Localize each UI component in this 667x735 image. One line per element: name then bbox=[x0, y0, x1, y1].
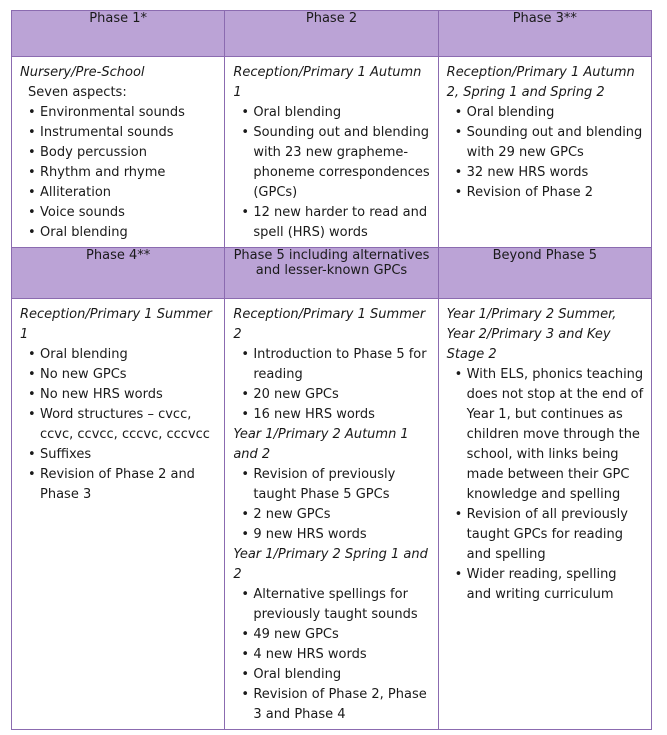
phase-cell bbox=[225, 57, 438, 248]
list-item: • Environmental sounds bbox=[28, 103, 218, 123]
intro-text: Seven aspects: bbox=[28, 85, 127, 100]
term-subtitle: Year 1/Primary 2 Summer, Year 2/Primary 3 and Key Stage 2 bbox=[446, 307, 617, 362]
term-subtitle: Reception/Primary 1 Autumn 1 bbox=[233, 65, 422, 100]
list-item: • Alternative spellings for previously taught sounds bbox=[241, 585, 431, 625]
phase-cell bbox=[12, 57, 225, 248]
header-row bbox=[12, 11, 652, 57]
list-item: • Body percussion bbox=[28, 143, 218, 163]
phase-header: Beyond Phase 5 bbox=[438, 248, 651, 299]
list-item: • Oral blending bbox=[28, 345, 218, 365]
list-item: • Oral blending bbox=[241, 665, 431, 685]
list-item: • Revision of Phase 2 bbox=[455, 183, 645, 203]
bullet-list bbox=[20, 345, 218, 505]
bullet-list bbox=[233, 465, 431, 545]
bullet-list bbox=[20, 103, 218, 243]
list-item: • Alliteration bbox=[28, 183, 218, 203]
list-item: • Oral blending bbox=[28, 223, 218, 243]
list-item: • Sounding out and blending with 29 new GPCs bbox=[455, 123, 645, 163]
list-item: • 2 new GPCs bbox=[241, 505, 431, 525]
list-item: • 16 new HRS words bbox=[241, 405, 431, 425]
term-subtitle: Year 1/Primary 2 Spring 1 and 2 bbox=[233, 547, 428, 582]
term-subtitle: Reception/Primary 1 Summer 1 bbox=[20, 307, 212, 342]
phonics-phases-table bbox=[11, 10, 652, 730]
list-item: • Voice sounds bbox=[28, 203, 218, 223]
list-item: • Instrumental sounds bbox=[28, 123, 218, 143]
list-item: • Wider reading, spelling and writing curriculum bbox=[455, 565, 645, 605]
phase-header: Phase 2 bbox=[225, 11, 438, 57]
list-item: • 49 new GPCs bbox=[241, 625, 431, 645]
list-item: • No new HRS words bbox=[28, 385, 218, 405]
phase-header: Phase 1* bbox=[12, 11, 225, 57]
term-subtitle: Reception/Primary 1 Autumn 2, Spring 1 and Spring 2 bbox=[446, 65, 635, 100]
phase-cell bbox=[12, 299, 225, 730]
list-item: • 32 new HRS words bbox=[455, 163, 645, 183]
list-item: • 9 new HRS words bbox=[241, 525, 431, 545]
header-row bbox=[12, 248, 652, 299]
term-subtitle: Year 1/Primary 2 Autumn 1 and 2 bbox=[233, 427, 409, 462]
list-item: • Revision of all previously taught GPCs for reading and spelling bbox=[455, 505, 645, 565]
phase-header: Phase 3** bbox=[438, 11, 651, 57]
bullet-list bbox=[233, 585, 431, 725]
list-item: • Revision of Phase 2, Phase 3 and Phase 4 bbox=[241, 685, 431, 725]
list-item: • No new GPCs bbox=[28, 365, 218, 385]
term-subtitle: Reception/Primary 1 Summer 2 bbox=[233, 307, 426, 342]
list-item: • 20 new GPCs bbox=[241, 385, 431, 405]
content-row bbox=[12, 57, 652, 248]
list-item: • Oral blending bbox=[455, 103, 645, 123]
list-item: • 4 new HRS words bbox=[241, 645, 431, 665]
bullet-list bbox=[233, 345, 431, 425]
list-item: • Rhythm and rhyme bbox=[28, 163, 218, 183]
list-item: • With ELS, phonics teaching does not stop at the end of Year 1, but continues as children move through the school, with links being made between their GPC knowledge and spelling bbox=[455, 365, 645, 505]
list-item: • Oral blending bbox=[241, 103, 431, 123]
bullet-list bbox=[233, 103, 431, 243]
phase-cell bbox=[225, 299, 438, 730]
bullet-list bbox=[447, 365, 645, 605]
list-item: • Suffixes bbox=[28, 445, 218, 465]
term-subtitle: Nursery/Pre-School bbox=[20, 65, 145, 80]
list-item: • Revision of previously taught Phase 5 GPCs bbox=[241, 465, 431, 505]
phase-header: Phase 4** bbox=[12, 248, 225, 299]
list-item: • Introduction to Phase 5 for reading bbox=[241, 345, 431, 385]
list-item: • Revision of Phase 2 and Phase 3 bbox=[28, 465, 218, 505]
bullet-list bbox=[447, 103, 645, 203]
list-item: • Sounding out and blending with 23 new grapheme-phoneme correspondences (GPCs) bbox=[241, 123, 431, 203]
phase-header: Phase 5 including alternatives and lesser-known GPCs bbox=[225, 248, 438, 299]
phase-cell bbox=[438, 299, 651, 730]
list-item: • 12 new harder to read and spell (HRS) words bbox=[241, 203, 431, 243]
content-row bbox=[12, 299, 652, 730]
list-item: • Word structures – cvcc, ccvc, ccvcc, cccvc, cccvcc bbox=[28, 405, 218, 445]
phase-cell bbox=[438, 57, 651, 248]
